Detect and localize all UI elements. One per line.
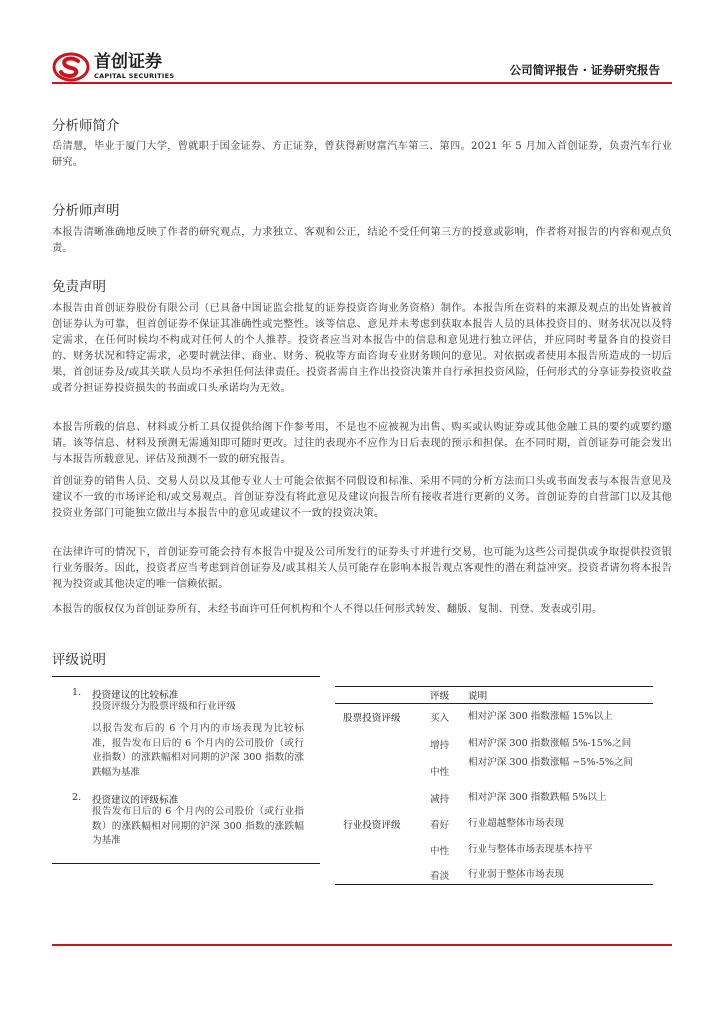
disclaimer-paragraph: 在法律许可的情况下，首创证券可能会持有本报告中提及公司所发行的证券头寸并进行交易，也可能为这些公司提供或争取提供投资银行业务服务。因此，投资者应当考虑到首创证券及/或其相关人员可能存在影响本报告观点客观性的潜在利益冲突。投资者请勿将本报告视为投资或其他决定的唯一信赖依据。	[52, 547, 672, 590]
rating-label: 中性	[430, 767, 450, 778]
rating-description: 相对沪深 300 指数跌幅 5%以上	[468, 792, 607, 803]
logo-english-name: CAPITAL SECURITIES	[94, 72, 175, 80]
comparison-standard-heading: 投资建议的比较标准	[92, 690, 179, 701]
rating-label: 看淡	[430, 871, 450, 882]
rating-description: 相对沪深 300 指数涨幅 15%以上	[468, 711, 613, 722]
rating-description: 行业与整体市场表现基本持平	[468, 844, 593, 855]
rating-description: 相对沪深 300 指数涨幅 5%-15%之间	[468, 738, 632, 749]
analyst-statement-title: 分析师声明	[52, 203, 120, 219]
column-header-description: 说明	[468, 691, 488, 702]
page-header	[52, 52, 672, 82]
disclaimer-paragraph: 首创证券的销售人员、交易人员以及其他专业人士可能会依据不同假设和标准、采用不同的分析方法而口头或书面发表与本报告意见及建议不一致的市场评论和/或交易观点。首创证券没有将此意见及建议向报告所有接收者进行更新的义务。首创证券的自营部门以及其他投资业务部门可能独立做出与本报告中的意见或建议不一致的投资决策。	[52, 476, 672, 519]
comparison-standard-text: 以报告发布后的 6 个月内的市场表现为比较标准，报告发布日后的 6 个月内的公司股价（或行业指数）的涨跌幅相对同期的沪深 300 指数的涨跌幅为基准	[92, 723, 304, 778]
table-bottom-border	[335, 884, 653, 885]
table-top-border	[335, 686, 653, 687]
rating-label: 中性	[430, 846, 450, 857]
rating-description: 相对沪深 300 指数涨幅 −5%-5%之间	[468, 757, 634, 768]
rating-standards-box	[52, 676, 320, 864]
capital-securities-logo-icon	[52, 52, 90, 82]
logo-chinese-name: 首创证券	[94, 52, 162, 72]
table-header-border	[335, 703, 653, 704]
comparison-standard-subtitle: 投资评级分为股票评级和行业评级	[92, 701, 236, 712]
header-divider	[52, 82, 672, 84]
analyst-intro-text: 岳清慧，毕业于厦门大学，曾就职于国金证券、方正证券，曾获得新财富汽车第三、第四。2021 年 5 月加入首创证券，负责汽车行业研究。	[52, 141, 672, 168]
industry-rating-category: 行业投资评级	[343, 820, 401, 831]
footer-divider	[52, 944, 672, 946]
rating-standard-text: 报告发布日后的 6 个月内的公司股价（或行业指数）的涨跌幅相对同期的沪深 300 指数的涨跌幅为基准	[92, 806, 304, 846]
rating-label: 增持	[430, 740, 450, 751]
disclaimer-paragraph: 本报告的版权仅为首创证券所有，未经书面许可任何机构和个人不得以任何形式转发、翻版、复制、刊登、发表或引用。	[52, 604, 603, 615]
rating-description: 行业弱于整体市场表现	[468, 869, 564, 880]
rating-title: 评级说明	[52, 652, 106, 668]
report-type: 公司简评报告 · 证券研究报告	[509, 63, 660, 77]
item-number: 2.	[72, 792, 82, 803]
rating-label: 看好	[430, 820, 450, 831]
analyst-statement-text: 本报告清晰准确地反映了作者的研究观点，力求独立、客观和公正，结论不受任何第三方的授意或影响，作者将对报告的内容和观点负责。	[52, 227, 672, 254]
disclaimer-paragraph: 本报告所载的信息、材料或分析工具仅提供给阁下作参考用，不是也不应被视为出售、购买或认购证券或其他金融工具的要约或要约邀请。该等信息、材料及预测无需通知即可随时更改。过往的表现亦不应作为日后表现的预示和担保。在不同时期，首创证券可能会发出与本报告所载意见、评估及预测不一致的研究报告。	[52, 422, 672, 465]
column-header-rating: 评级	[430, 691, 450, 702]
disclaimer-paragraph: 本报告由首创证券股份有限公司（已具备中国证监会批复的证券投资咨询业务资格）制作。本报告所在资料的来源及观点的出处皆被首创证券认为可靠，但首创证券不保证其准确性或完整性。该等信息、意见并未考虑到获取本报告人员的具体投资目的、财务状况以及特定需求，在任何时候均不构成对任何人的个人推荐。投资者应当对本报告中的信息和意见进行独立评估，并应同时考量各自的投资目的、财务状况和特定需求，必要时就法律、商业、财务、税收等方面咨询专业财务顾问的意见。对依据或者使用本报告所造成的一切后果，首创证券及/或其关联人员均不承担任何法律责任。投资者需自主作出投资决策并自行承担投资风险，任何形式的分享证券投资收益或者分担证券投资损失的书面或口头承诺均为无效。	[52, 303, 672, 394]
rating-description: 行业超越整体市场表现	[468, 818, 564, 829]
stock-rating-category: 股票投资评级	[343, 713, 401, 724]
company-logo	[52, 52, 174, 82]
item-number: 1.	[72, 687, 82, 698]
rating-label: 买入	[430, 713, 450, 724]
disclaimer-title: 免责声明	[52, 279, 106, 295]
rating-label: 减持	[430, 794, 450, 805]
analyst-intro-title: 分析师简介	[52, 118, 120, 134]
rating-standard-heading: 投资建议的评级标准	[92, 795, 179, 806]
